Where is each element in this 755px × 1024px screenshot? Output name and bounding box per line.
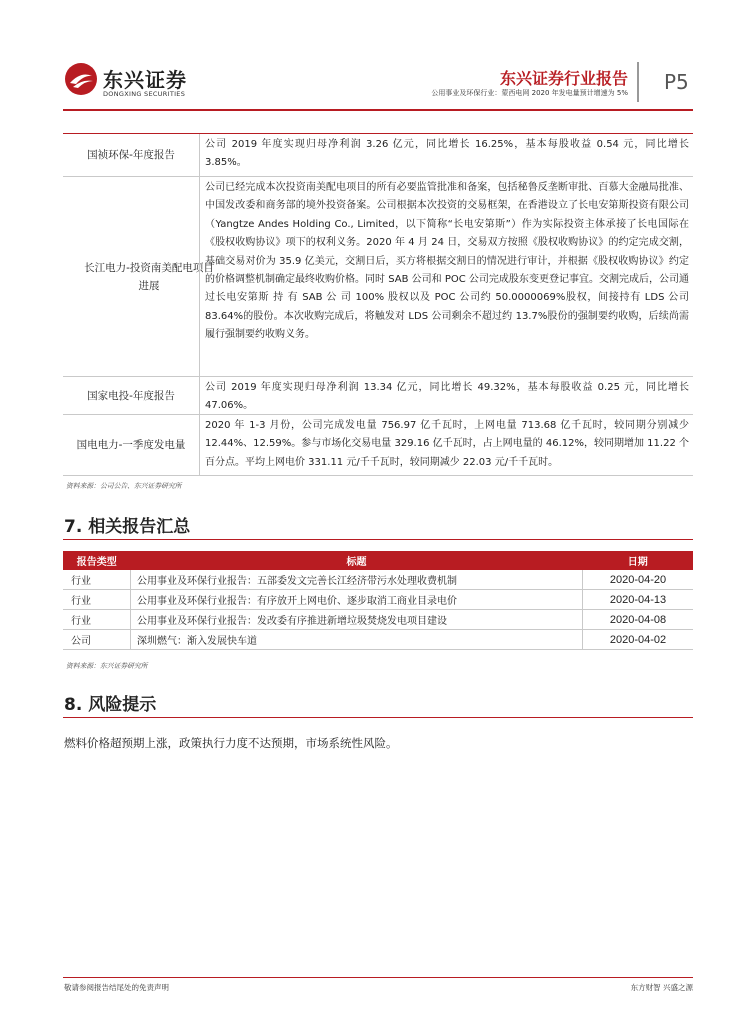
section-8-rule (63, 717, 693, 718)
section-7-heading: 7. 相关报告汇总 (64, 517, 191, 537)
news-row-text: 2020 年 1-3 月份，公司完成发电量 756.97 亿千瓦时，上网电量 713.68 亿千瓦时，较同期分别减少 12.44%、12.59%。参与市场化交易电量 329.16 亿千瓦时，占上网电量的 46.12%，较同期增加 11.22 个百分点。平均上网电价 331.11 元/千千瓦时，较同期减少 22.03 元/千千瓦时。 (199, 415, 693, 475)
footer-slogan: 东方财智 兴盛之源 (630, 983, 693, 992)
report-date: 2020-04-02 (583, 630, 694, 650)
section-7-rule (63, 539, 693, 540)
news-row-text: 公司已经完成本次投资南美配电项目的所有必要监管批准和备案，包括秘鲁反垄断审批、百慕大金融局批准、中国发改委和商务部的境外投资备案。公司根据本次投资的交易框架，在香港设立了长电安第斯投资有限公司（Yangtze Andes Holding Co., Limited，以下简称“长电安第斯”）作为实际投资主体承接了长电国际在《股权收购协议》项下的权利义务。2020 年 4 月 24 日，交易双方按照《股权收购协议》的约定完成交割，基础交易对价为 35.9 亿美元，交割日后，买方将根据交割日的情况进行审计，并根据《股权收购协议》约定的价格调整机制确定最终收购价格。同时 SAB 公司和 POC 公司完成股东变更登记事宜。交割完成后，公司通过长电安第斯 持 有 SAB 公 司 100% 股权以及 POC 公司约 50.0000069%股权，间接持有 LDS 公司 83.64%的股份。本次收购完成后，将触发对 LDS 公司剩余不超过约 13.7%股份的强制要约收购，后续尚需履行强制要约收购义务。 (199, 177, 693, 376)
report-date: 2020-04-08 (583, 610, 694, 630)
report-title-cell: 公用事业及环保行业报告：五部委发文完善长江经济带污水处理收费机制 (131, 570, 583, 590)
news-row-label: 国祯环保-年度报告 (87, 149, 175, 161)
news-source-note: 资料来源：公司公告、东兴证券研究所 (66, 482, 182, 490)
report-type: 行业 (63, 590, 131, 610)
report-type: 行业 (63, 610, 131, 630)
news-row-label: 国电电力-一季度发电量 (76, 439, 186, 451)
section-8-heading: 8. 风险提示 (64, 695, 157, 715)
reports-source-note: 资料来源：东兴证券研究所 (66, 662, 148, 670)
risk-warning-text: 燃料价格超预期上涨，政策执行力度不达预期，市场系统性风险。 (64, 736, 398, 750)
column-header-title: 标题 (131, 551, 583, 570)
report-type: 行业 (63, 570, 131, 590)
report-date: 2020-04-20 (583, 570, 694, 590)
dongxing-logo-icon (64, 62, 98, 96)
header-divider (637, 62, 639, 102)
table-row (63, 590, 693, 610)
news-row-text: 公司 2019 年度实现归母净利润 3.26 亿元，同比增长 16.25%，基本每股收益 0.54 元，同比增长 3.85%。 (199, 134, 693, 176)
table-row (63, 610, 693, 630)
table-row (63, 630, 693, 650)
logo-text: 东兴证券 (103, 68, 187, 92)
report-title-cell: 公用事业及环保行业报告：有序放开上网电价、逐步取消工商业目录电价 (131, 590, 583, 610)
report-type: 公司 (63, 630, 131, 650)
news-row (63, 415, 693, 476)
column-header-date: 日期 (583, 551, 694, 570)
disclaimer-note: 敬请参阅报告结尾处的免责声明 (64, 983, 169, 992)
logo-english-text: DONGXING SECURITIES (103, 90, 186, 98)
news-row (63, 134, 693, 177)
page-number: P5 (664, 70, 689, 94)
news-row (63, 177, 693, 377)
header-rule (63, 109, 693, 111)
report-title-cell: 公用事业及环保行业报告：发改委有序推进新增垃圾焚烧发电项目建设 (131, 610, 583, 630)
report-title: 东兴证券行业报告 (499, 69, 628, 88)
report-title-cell: 深圳燃气：渐入发展快车道 (131, 630, 583, 650)
news-row-label: 长江电力-投资南美配电项目进展 (84, 261, 214, 292)
news-row (63, 377, 693, 415)
report-subtitle: 公用事业及环保行业：蒙西电网 2020 年发电量预计增速为 5% (431, 89, 628, 97)
table-header-row (63, 551, 693, 570)
related-reports-table (63, 551, 693, 650)
report-date: 2020-04-13 (583, 590, 694, 610)
news-row-text: 公司 2019 年度实现归母净利润 13.34 亿元，同比增长 49.32%，基本每股收益 0.25 元，同比增长 47.06%。 (199, 377, 693, 414)
footer-rule (63, 977, 693, 978)
column-header-type: 报告类型 (63, 551, 131, 570)
table-row (63, 570, 693, 590)
news-row-label: 国家电投-年度报告 (87, 389, 175, 402)
